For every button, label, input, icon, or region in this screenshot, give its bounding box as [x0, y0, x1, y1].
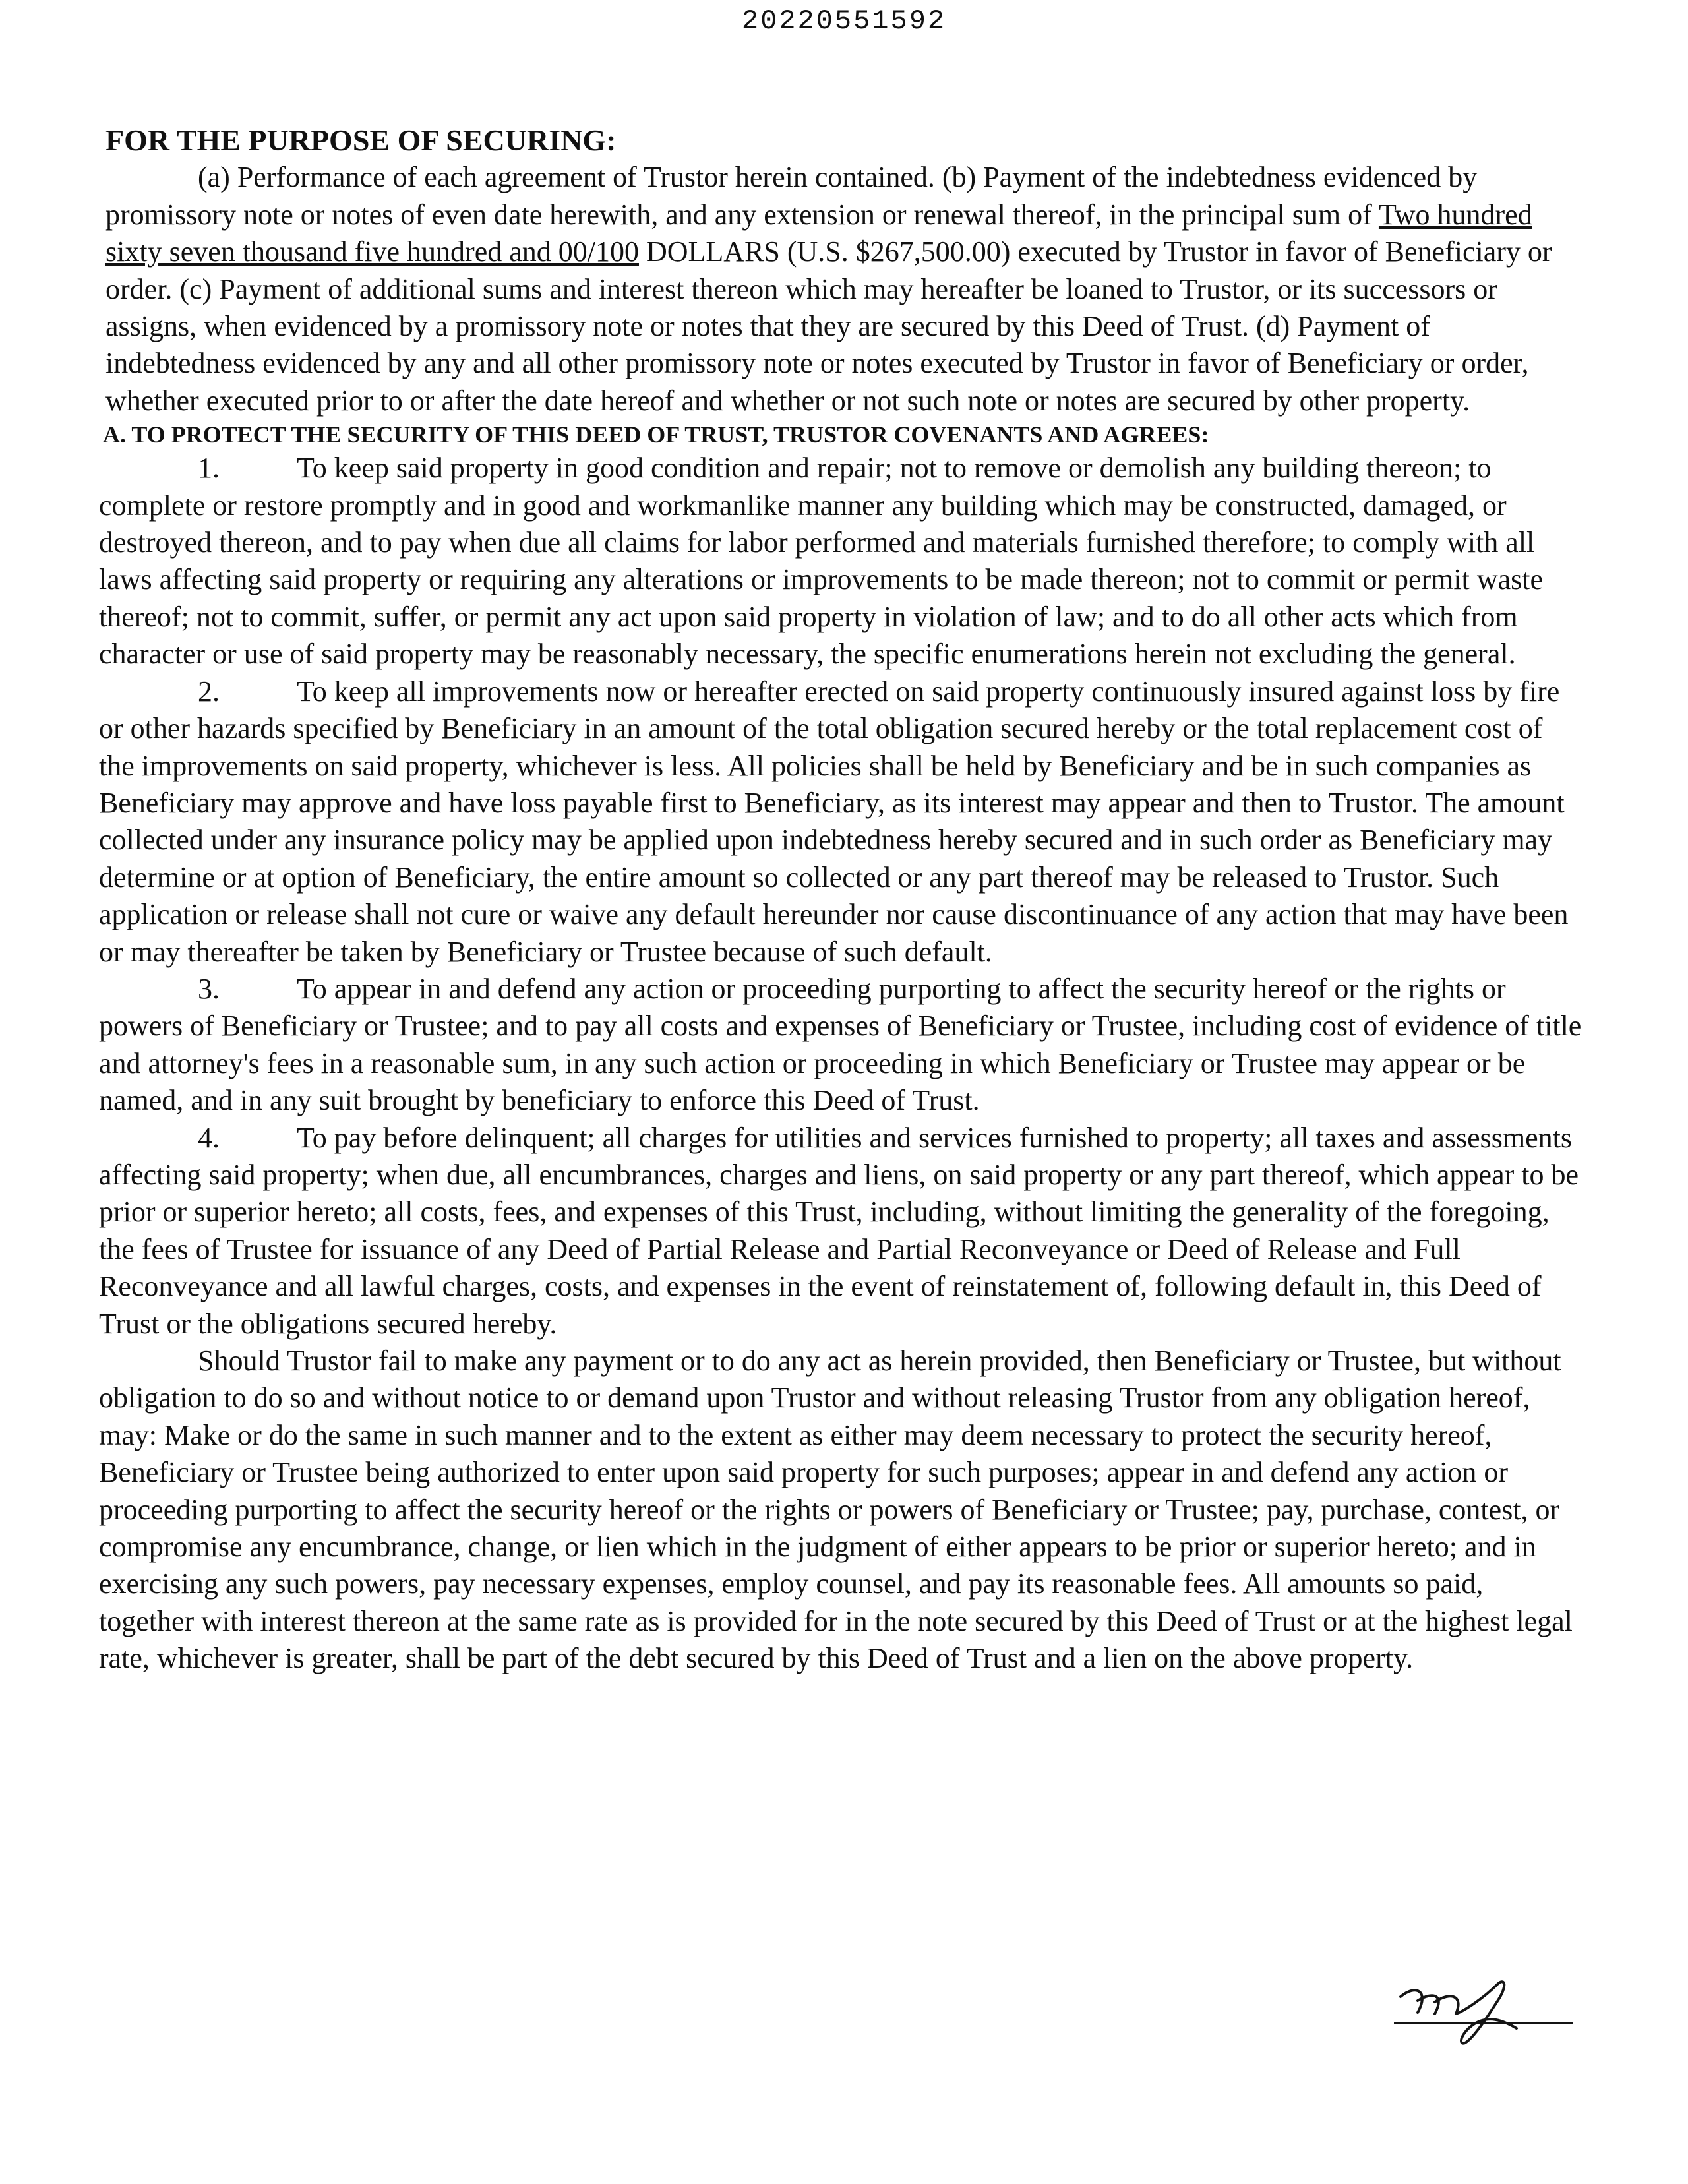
purpose-heading: FOR THE PURPOSE OF SECURING: — [106, 123, 617, 157]
closing-paragraph: Should Trustor fail to make any payment or to do any act as herein provided, then Beneficiary or Trustee, but without obligation to do so and without notice to or demand upon Trustor and without releasing Trustor from any obligation hereof, may: Make or do the same in such manner and to the extent as either may deem necessary to protect the security hereof, Beneficiary or Trustee being authorized to enter upon said property for such purposes; appear in and defend any action or proceeding purporting to affect the security hereof or the rights or powers of Beneficiary or Trustee; pay, purchase, contest, or compromise any encumbrance, change, or lien which in the judgment of either appears to be prior or superior hereto; and in exercising any such powers, pay necessary expenses, employ counsel, and pay its reasonable fees. All amounts so paid, together with interest thereon at the same rate as is provided for in the note secured by this Deed of Trust or at the highest legal rate, whichever is greater, shall be part of the debt secured by this Deed of Trust and a lien on the above property. — [99, 1345, 1573, 1675]
covenant-number: 3. — [198, 972, 220, 1005]
document-number: 20220551592 — [741, 5, 947, 37]
covenant-text: To pay before delinquent; all charges for utilities and services furnished to property; all taxes and assessments affecting said property; when due, all encumbrances, charges and liens, on said property or any part thereof, which appear to be prior or superior hereto; all costs, fees, and expenses of this Trust, including, without limiting the generality of the foregoing, the fees of Trustee for issuance of any Deed of Partial Release and Partial Reconveyance or Deed of Release and Full Reconveyance and all lawful charges, costs, and expenses in the event of reinstatement of, following default in, this Deed of Trust or the obligations secured hereby. — [99, 1121, 1579, 1340]
purpose-text-part1: (a) Performance of each agreement of Trustor herein contained. (b) Payment of the indebtedness evidenced by promissory note or notes of even date herewith, and any extension or renewal thereof, in the principal sum of — [106, 161, 1478, 231]
covenant-text: To keep said property in good condition and repair; not to remove or demolish any building thereon; to complete or restore promptly and in good and workmanlike manner any building which may be constructed, damaged, or destroyed thereon, and to pay when due all claims for labor performed and materials furnished therefore; to comply with all laws affecting said property or requiring any alterations or improvements to be made thereon; not to commit or permit waste thereof; not to commit, suffer, or permit any act upon said property in violation of law; and to do all other acts which from character or use of said property may be reasonably necessary, the specific enumerations herein not excluding the general. — [99, 452, 1544, 671]
initials-stroke — [1401, 1982, 1517, 2043]
purpose-text-part2: DOLLARS (U.S. $267,500.00) executed by Trustor in favor of Beneficiary or order. (c) Payment of additional sums and interest thereon which may hereafter be loaned to Trustor, or its successors or assigns, when evidenced by a promissory note or notes that they are secured by this Deed of Trust. (d) Payment of indebtedness evidenced by any and all other promissory note or notes executed by Trustor in favor of Beneficiary or order, whether executed prior to or after the date hereof and whether or not such note or notes are secured by other property. — [106, 235, 1552, 417]
covenant-item-1 — [99, 450, 1582, 673]
covenant-number: 2. — [198, 675, 220, 708]
covenant-number: 4. — [198, 1121, 220, 1154]
covenant-item-4 — [99, 1120, 1582, 1343]
covenant-item-2 — [99, 673, 1582, 971]
covenant-text: To keep all improvements now or hereafter erected on said property continuously insured against loss by fire or other hazards specified by Beneficiary in an amount of the total obligation secured hereby or the total replacement cost of the improvements on said property, whichever is less. All policies shall be held by Beneficiary and be in such companies as Beneficiary may approve and have loss payable first to Beneficiary, as its interest may appear and then to Trustor. The amount collected under any insurance policy may be applied upon indebtedness hereby secured and in such order as Beneficiary may determine or at option of Beneficiary, the entire amount so collected or any part thereof may be released to Trustor. Such application or release shall not cure or waive any default hereunder nor cause discontinuance of any action that may have been or may thereafter be taken by Beneficiary or Trustee because of such default. — [99, 675, 1569, 968]
deed-body — [99, 122, 1582, 1678]
section-a-title: A. TO PROTECT THE SECURITY OF THIS DEED OF TRUST, TRUSTOR COVENANTS AND AGREES: — [103, 421, 1209, 448]
covenant-number: 1. — [198, 452, 220, 485]
purpose-paragraph — [99, 159, 1582, 419]
covenant-text: To appear in and defend any action or proceeding purporting to affect the security hereof or the rights or powers of Beneficiary or Trustee; and to pay all costs and expenses of Beneficiary or Trustee, including cost of evidence of title and attorney's fees in a reasonable sum, in any such action or proceeding in which Beneficiary or Trustee may appear or be named, and in any suit brought by beneficiary to enforce this Deed of Trust. — [99, 972, 1582, 1117]
principal-sum-words: Two hundred sixty seven thousand five hundred and 00/100 — [106, 198, 1532, 268]
initials-signature — [1391, 1972, 1576, 2051]
covenant-item-3 — [99, 971, 1582, 1120]
